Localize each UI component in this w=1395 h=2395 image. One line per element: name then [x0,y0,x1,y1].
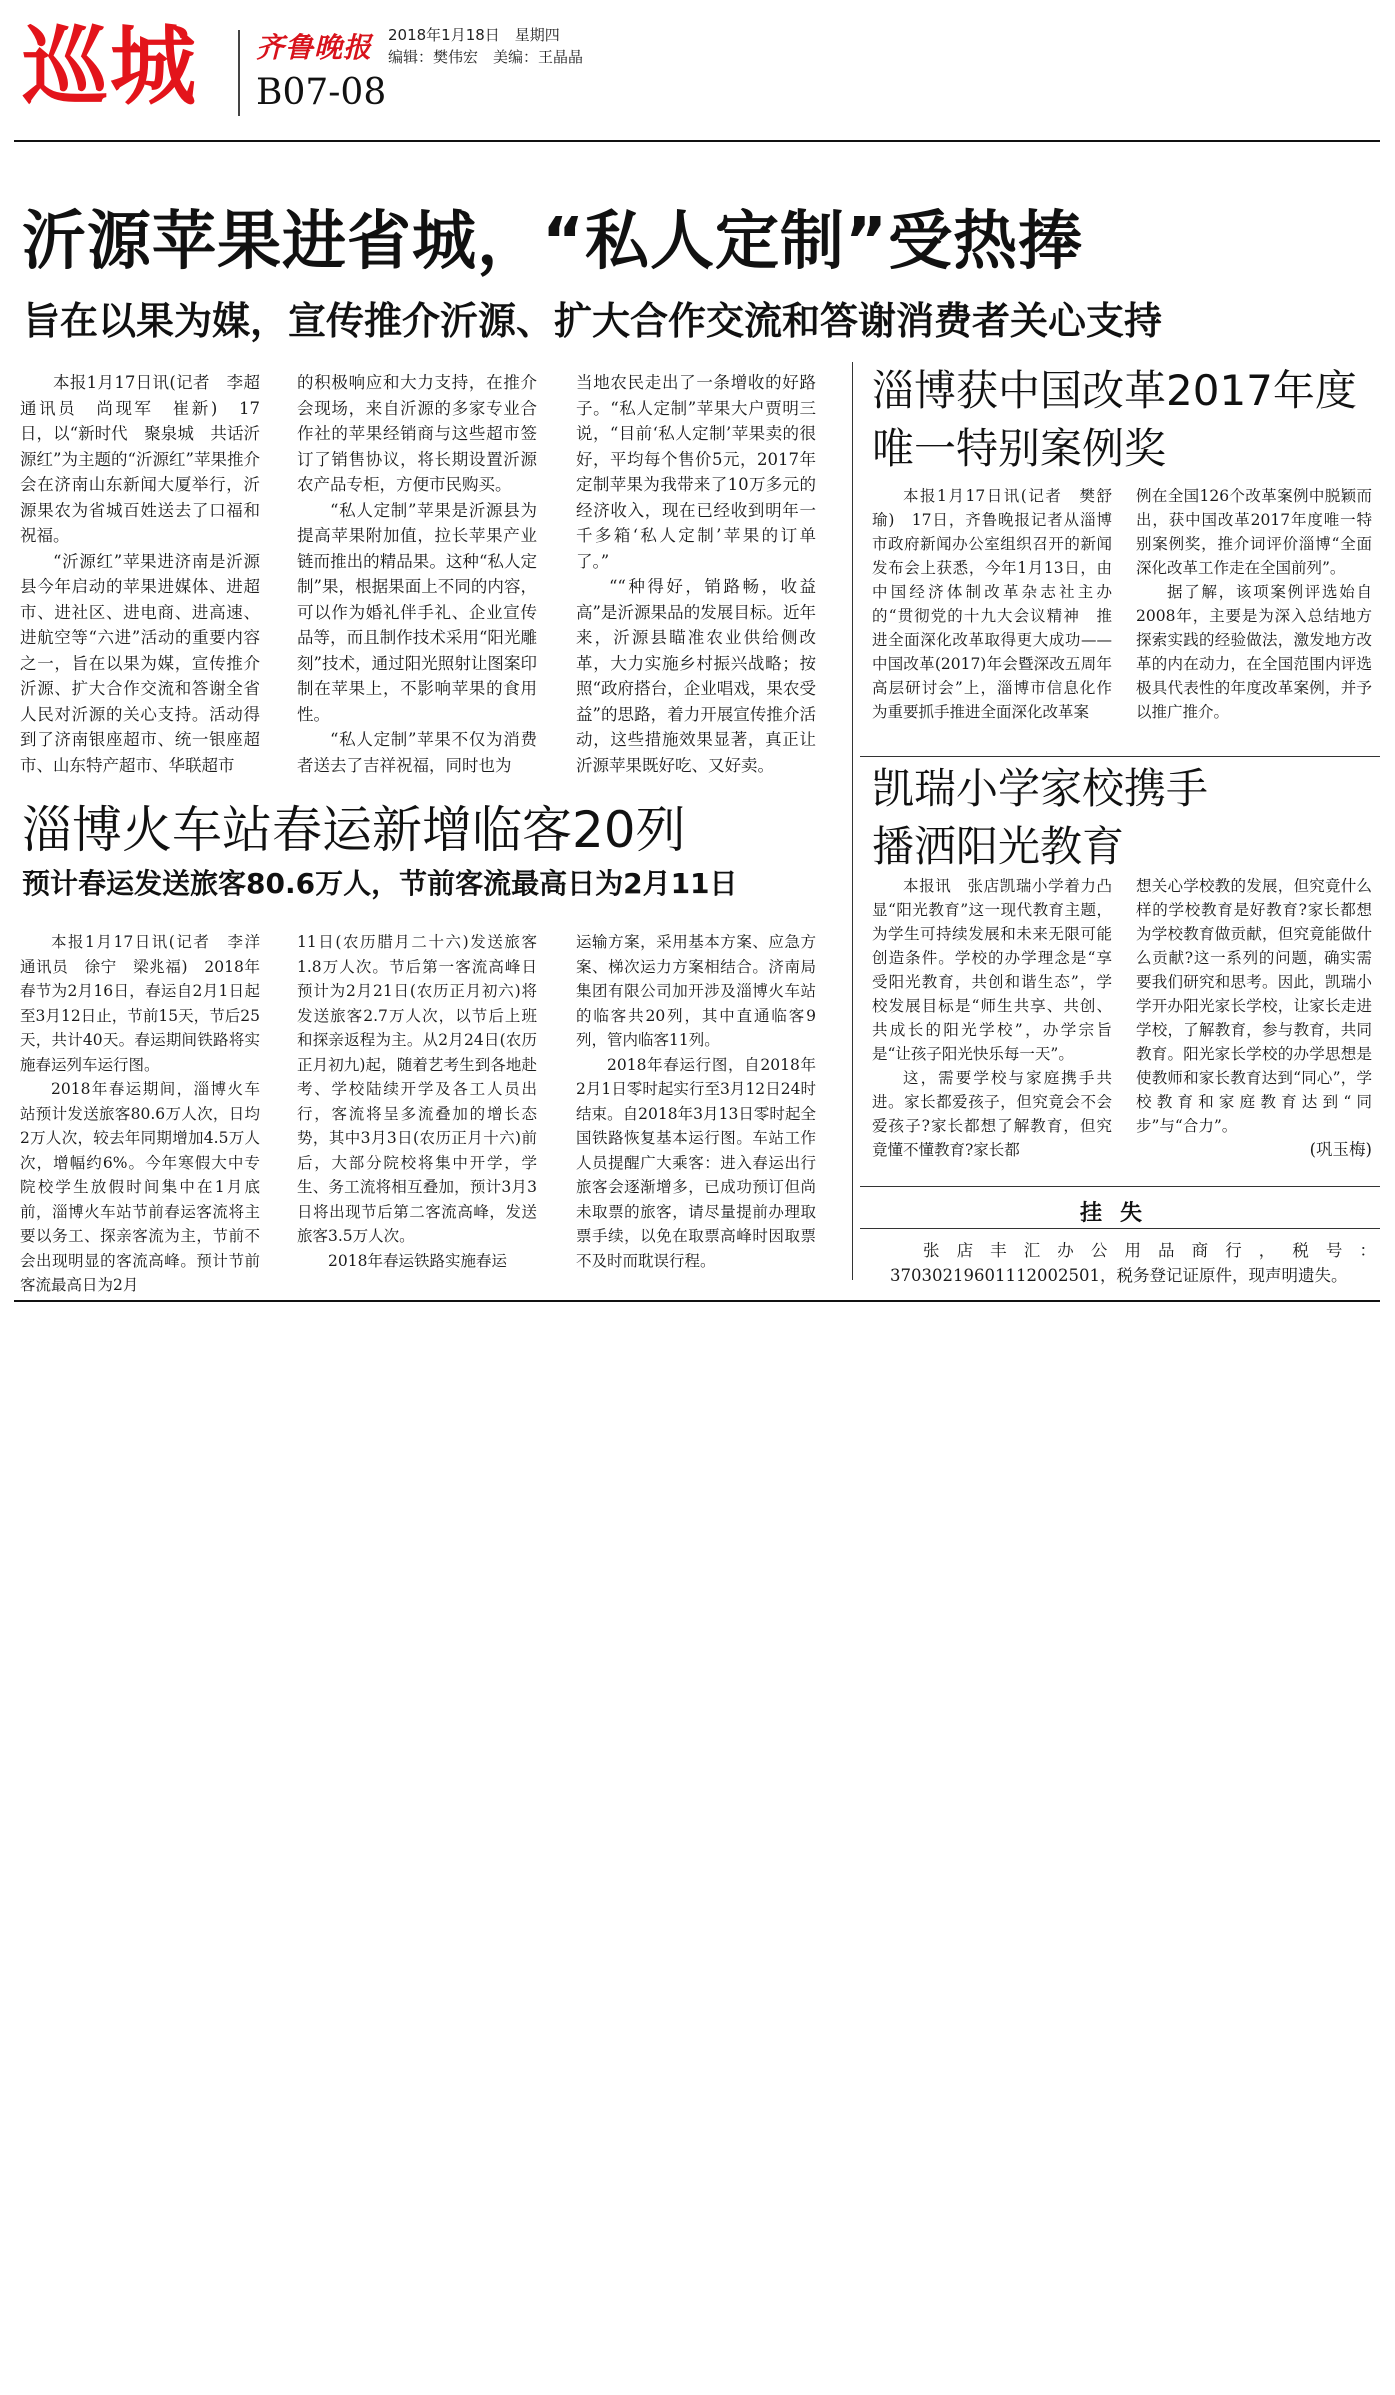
train-paragraph: 本报1月17日讯(记者 李洋 通讯员 徐宁 梁兆福) 2018年春节为2月16日，春运自2月1日起至3月12日止，节前15天，节后25天，共计40天。春运期间铁路将实施春运列车运行图。 [20,933,276,1074]
page-number: B07-08 [256,72,387,113]
school-headline-line: 凯瑞小学家校携手 [872,764,1209,813]
train-headline: 淄博火车站春运新增临客20列 [22,801,686,859]
train-column-1 [20,930,276,1298]
lead-paragraph: “私人定制”苹果是沂源县为提高苹果附加值，拉长苹果产业链而推出的精品果。这种“私人定制”果，根据果面上不同的内容，可以作为婚礼伴手礼、企业宣传品等，而且制作技术采用“阳光雕刻”技术，通过阳光照射让图案印制在苹果上，不影响苹果的食用性。 [297,500,537,724]
date-line: 2018年1月18日 星期四 [388,26,560,44]
column-divider [852,770,853,1280]
notice-text: 张店丰汇办公用品商行，税号：37030219601112002501，税务登记证原件，现声明遗失。 [890,1241,1376,1285]
section-title: 巡城 [22,17,198,117]
school-paragraph: 想关心学校教的发展，但究竟什么样的学校教育是好教育?家长都想为学校教育做贡献，但究竟能做什么贡献?这一系列的问题，确实需要我们研究和思考。因此，凯瑞小学开办阳光家长学校，让家长走进学校，了解教育，参与教育，共同教育。阳光家长学校的办学思想是使教师和家长教育达到“同心”，学校教育和家庭教育达到“同步”与“合力”。 [1136,877,1372,1135]
train-paragraph: 11日(农历腊月二十六)发送旅客1.8万人次。节后第一客流高峰日预计为2月21日(农历正月初六)将发送旅客2.7万人次，以节后上班和探亲返程为主。从2月24日(农历正月初九)起，随着艺考生到各地赴考、学校陆续开学及各工人员出行，客流将呈多流叠加的增长态势，其中3月3日(农历正月十六)前后，大部分院校将集中开学，学生、务工流将相互叠加，预计3月3日将出现节后第二客流高峰，发送旅客3.5万人次。 [297,933,537,1245]
bottom-rule [14,1300,1380,1302]
train-column-2 [297,930,537,1273]
reform-headline-line: 唯一特别案例奖 [872,424,1167,473]
reform-paragraph: 本报1月17日讯(记者 樊舒瑜) 17日，齐鲁晚报记者从淄博市政府新闻办公室组织召开的新闻发布会上获悉，今年1月13日，由中国经济体制改革杂志社主办的“贯彻党的十九大会议精神 推进全面深化改革取得更大成功——中国改革(2017)年会暨深改五周年高层研讨会”上，淄博市信息化作为重要抓手推进全面深化改革案 [872,487,1112,721]
train-paragraph: 2018年春运期间，淄博火车站预计发送旅客80.6万人次，日均2万人次，较去年同期增加4.5万人次，增幅约6%。今年寒假大中专院校学生放假时间集中在1月底前，淄博火车站节前春运客流将主要以务工、探亲客流为主，节前不会出现明显的客流高峰。预计节前客流最高日为2月 [20,1080,260,1294]
train-paragraph: 运输方案，采用基本方案、应急方案、梯次运力方案相结合。济南局集团有限公司加开涉及淄博火车站的临客共20列，其中直通临客9列，管内临客11列。 [576,933,816,1049]
lead-paragraph: ““种得好，销路畅，收益高”是沂源果品的发展目标。近年来，沂源县瞄准农业供给侧改革，大力实施乡村振兴战略；按照“政府搭台，企业唱戏，果农受益”的思路，着力开展宣传推介活动，这些措施效果显著，真正让沂源苹果既好吃、又好卖。 [576,577,816,775]
lead-paragraph: 的积极响应和大力支持，在推介会现场，来自沂源的多家专业合作社的苹果经销商与这些超市签订了销售协议，将长期设置沂源农产品专柜，方便市民购买。 [297,373,537,494]
school-paragraph: 这，需要学校与家庭携手共进。家长都爱孩子，但究竟会不会爱孩子?家长都想了解教育，但究竟懂不懂教育?家长都 [872,1069,1112,1159]
lead-paragraph: “沂源红”苹果进济南是沂源县今年启动的苹果进媒体、进超市、进社区、进电商、进高速、进航空等“六进”活动的重要内容之一，旨在以果为媒，宣传推介沂源、扩大合作交流和答谢全省人民对沂源的关心支持。活动得到了济南银座超市、统一银座超市、山东特产超市、华联超市 [20,551,260,775]
train-paragraph: 2018年春运铁路实施春运 [328,1251,507,1270]
school-paragraph: 本报讯 张店凯瑞小学着力凸显“阳光教育”这一现代教育主题，为学生可持续发展和未来无限可能创造条件。学校的办学理念是“享受阳光教育，共创和谐生态”，学校发展目标是“师生共享、共创、共成长的阳光学校”，办学宗旨是“让孩子阳光快乐每一天”。 [872,877,1112,1063]
reform-column-2 [1136,484,1372,724]
editor-line: 编辑：樊伟宏 美编：王晶晶 [388,48,584,66]
masthead-rule [14,140,1380,142]
school-column-1 [872,874,1112,1162]
school-headline [872,760,1208,876]
section-rule [860,1228,1380,1229]
school-author: (巩玉梅) [1309,1140,1372,1159]
reform-paragraph: 例在全国126个改革案例中脱颖而出，获中国改革2017年度唯一特别案例奖，推介词评价淄博“全面深化改革工作走在全国前列”。 [1136,487,1372,577]
lead-subheadline: 旨在以果为媒，宣传推介沂源、扩大合作交流和答谢消费者关心支持 [22,299,1163,343]
reform-headline [872,362,1357,478]
lead-paragraph: “私人定制”苹果不仅为消费者送去了吉祥祝福，同时也为 [297,730,537,775]
reform-column-1 [872,484,1112,724]
lead-column-3 [576,370,816,778]
lead-column-2 [297,370,537,778]
lead-column-1 [20,370,277,778]
paper-logo: 齐鲁晚报 [256,31,373,64]
train-column-3 [576,930,816,1273]
lead-paragraph: 本报1月17日讯(记者 李超 通讯员 尚现军 崔新) 17日，以“新时代 聚泉城 共话沂源红”为主题的“沂源红”苹果推介会在济南山东新闻大厦举行，沂源果农为省城百姓送去了口福和祝福。 [20,373,277,545]
lead-headline: 沂源苹果进省城，“私人定制”受热捧 [22,205,1084,279]
train-subheadline: 预计春运发送旅客80.6万人，节前客流最高日为2月11日 [22,867,738,900]
masthead-divider [238,30,240,116]
notice-title: 挂失 [1080,1201,1161,1226]
column-divider [852,362,853,770]
notice-body [890,1238,1376,1288]
train-paragraph: 2018年春运行图，自2018年2月1日零时起实行至3月12日24时结束。自2018年3月13日零时起全国铁路恢复基本运行图。车站工作人员提醒广大乘客：进入春运出行旅客会逐渐增多，已成功预订但尚未取票的旅客，请尽量提前办理取票手续，以免在取票高峰时因取票不及时而耽误行程。 [576,1055,816,1270]
reform-paragraph: 据了解，该项案例评选始自2008年，主要是为深入总结地方探索实践的经验做法，激发地方改革的内在动力，在全国范围内评选极具代表性的年度改革案例，并予以推广推介。 [1136,583,1372,721]
school-headline-line: 播洒阳光教育 [872,822,1125,871]
reform-headline-line: 淄博获中国改革2017年度 [872,366,1357,415]
school-column-2 [1136,874,1372,1162]
section-rule [860,1186,1380,1187]
section-rule [860,756,1380,757]
lead-paragraph: 当地农民走出了一条增收的好路子。“私人定制”苹果大户贾明三说，“目前‘私人定制’苹果卖的很好，平均每个售价5元，2017年定制苹果为我带来了10万多元的经济收入，现在已经收到明年一千多箱‘私人定制’苹果的订单了。” [576,373,816,571]
